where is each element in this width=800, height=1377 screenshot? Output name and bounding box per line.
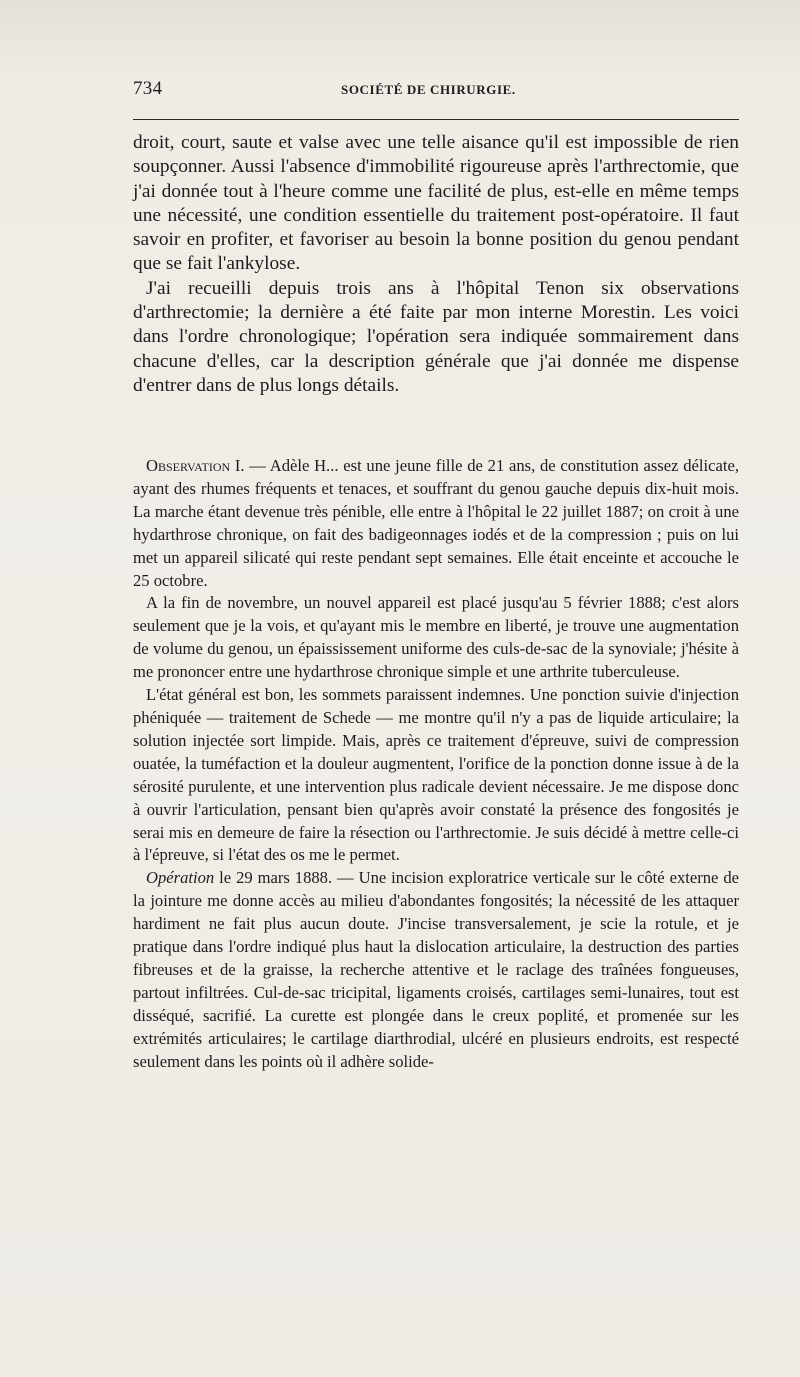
observation-paragraph-3: L'état général est bon, les sommets paraissent indemnes. Une ponction suivie d'injection phéniquée — traitement de Schede — me montre qu'il n'y a pas de liquide articulaire; la solution injectée sort limpide. Mais, après ce traitement d'épreuve, suivi de compression ouatée, la tuméfaction et la douleur augmentent, l'orifice de la ponction donne issue à de la sérosité purulente, et une intervention plus radicale devient nécessaire. Je me dispose donc à ouvrir l'articulation, pensant bien qu'après avoir constaté la présence des fongosités je serai mis en demeure de faire la résection ou l'arthrectomie. Je suis décidé à mettre celle-ci à l'épreuve, si l'état des os me le permet. xyxy=(133,685,739,865)
page-number: 734 xyxy=(133,78,163,99)
page-header xyxy=(133,78,739,102)
observation-paragraph-1-text: — Adèle H... est une jeune fille de 21 ans, de constitution assez délicate, ayant des rhumes fréquents et tenaces, et souffrant du genou gauche depuis dix-huit mois. La marche étant devenue très pénible, elle entre à l'hôpital le 22 juillet 1887; on croit à une hydarthrose chronique, on fait des badigeonnages iodés et de la compression ; puis on lui met un appareil silicaté qui reste pendant sept semaines. Elle était enceinte et accouche le 25 octobre. xyxy=(133,456,739,590)
operation-label: Opération xyxy=(146,868,215,888)
observation-label: Observation I. xyxy=(146,456,245,475)
observation-section xyxy=(133,455,739,1073)
running-head: SOCIÉTÉ DE CHIRURGIE. xyxy=(341,82,516,97)
observation-paragraph-2: A la fin de novembre, un nouvel appareil est placé jusqu'au 5 février 1888; c'est alors seulement que je la vois, et qu'ayant mis le membre en liberté, je trouve une augmentation de volume du genou, un épaississement uniforme des culs-de-sac de la synoviale; j'hésite à me prononcer entre une hydarthrose chronique simple et une arthrite tuberculeuse. xyxy=(133,593,739,682)
paragraph-1: droit, court, saute et valse avec une telle aisance qu'il est impossible de rien soupçonner. Aussi l'absence d'immobilité rigoureuse après l'arthrectomie, que j'ai donnée tout à l'heure comme une facilité de plus, est-elle en même temps une nécessité, une condition essentielle du traitement post-opératoire. Il faut savoir en profiter, et favoriser au besoin la bonne position du genou pendant que se fait l'ankylose. xyxy=(133,132,739,275)
header-rule xyxy=(133,119,739,120)
observation-paragraph-4 xyxy=(133,867,739,1073)
paragraph-2: J'ai recueilli depuis trois ans à l'hôpital Tenon six observations d'arthrectomie; la dernière a été faite par mon interne Morestin. Les voici dans l'ordre chronologique; l'opération sera indiquée sommairement dans chacune d'elles, car la description générale que j'ai donnée me dispense d'entrer dans de plus longs détails. xyxy=(133,277,739,396)
main-text xyxy=(133,131,739,398)
observation-paragraph-4-text: le 29 mars 1888. — Une incision exploratrice verticale sur le côté externe de la jointure me donne accès au milieu d'abondantes fongosités; la nécessité de les attaquer hardiment ne fait plus aucun doute. J'incise transversalement, je scie la rotule, et je pratique dans l'ordre indiqué plus haut la dislocation articulaire, la destruction des parties fibreuses et de la graisse, la recherche attentive et le raclage des traînées fongueuses, partout infiltrées. Cul-de-sac tricipital, ligaments croisés, cartilages semi-lunaires, tout est disséqué, sacrifié. La curette est plongée dans le creux poplité, et promenée sur les extrémités articulaires; le cartilage diarthrodial, ulcéré en plusieurs endroits, est respecté seulement dans les points où il adhère solide- xyxy=(133,868,739,1071)
observation-paragraph-1 xyxy=(133,455,739,592)
